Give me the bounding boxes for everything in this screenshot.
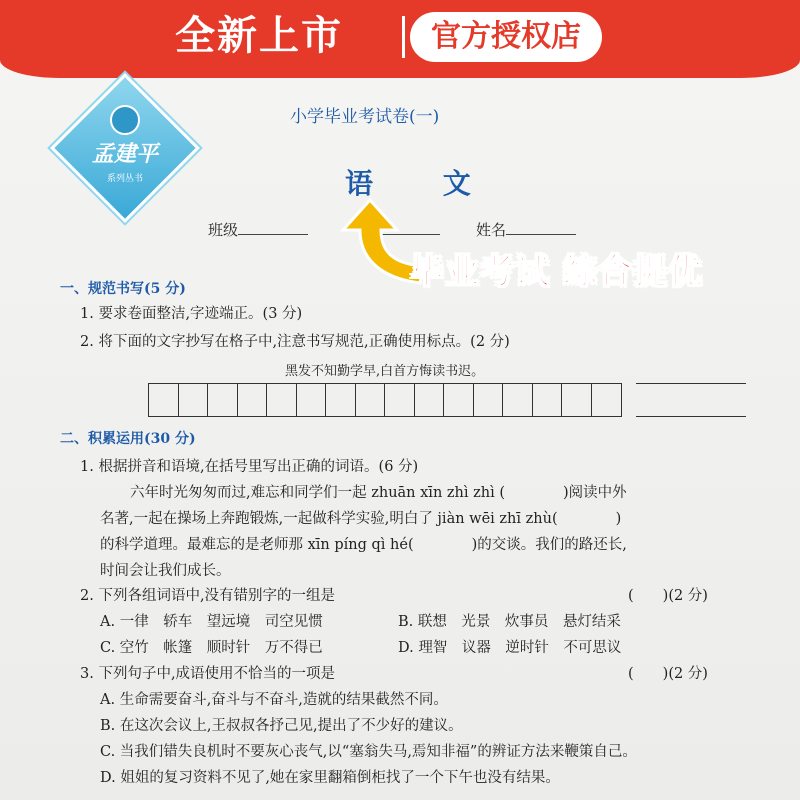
class-field — [208, 218, 308, 240]
writing-grid-tail — [636, 383, 746, 417]
s2-question-2: 2. 下列各组词语中,没有错别字的一组是 — [80, 588, 336, 604]
q3-option-b: B. 在这次会议上,王叔叔各抒己见,提出了不少好的建议。 — [100, 718, 463, 734]
s2-q1-paragraph-line: 的科学道理。最难忘的是老师那 xīn píng qì hé( )的交谈。我们的路还长, — [100, 537, 627, 553]
name-label: 姓名 — [476, 221, 507, 239]
q2-option-a: A. 一律 轿车 望远境 司空见惯 — [100, 614, 323, 630]
promo-slogan: 毕业考试 综合提优 — [410, 252, 703, 292]
copy-sentence: 黑发不知勤学早,白首方悔读书迟。 — [285, 364, 485, 379]
s2-question-1: 1. 根据拼音和语境,在括号里写出正确的词语。(6 分) — [80, 459, 419, 475]
q2-option-b: B. 联想 光景 炊事员 悬灯结采 — [398, 614, 621, 630]
banner-divider — [402, 16, 405, 58]
s2-q1-paragraph-line: 六年时光匆匆而过,难忘和同学们一起 zhuān xīn zhì zhì ( )阅读中外 — [130, 485, 627, 501]
q3-option-a: A. 生命需要奋斗,奋斗与不奋斗,造就的结果截然不同。 — [100, 692, 448, 708]
banner-new-release: 全新上市 — [175, 13, 343, 59]
section2-heading: 二、积累运用(30 分) — [60, 431, 196, 447]
top-banner — [0, 0, 800, 78]
logo-emblem-icon — [110, 105, 140, 135]
q3-option-d: D. 姐姐的复习资料不见了,她在家里翻箱倒柜找了一个下午也没有结果。 — [100, 770, 560, 786]
s2-question-3: 3. 下列句子中,成语使用不恰当的一项是 — [80, 666, 336, 682]
q2-option-d: D. 理智 议器 逆时针 不可思议 — [398, 640, 622, 656]
q2-option-c: C. 空竹 帐篷 顺时针 万不得已 — [100, 640, 323, 656]
logo-name: 孟建平 — [91, 141, 158, 167]
writing-grid[interactable] — [148, 383, 622, 417]
q3-option-c: C. 当我们错失良机时不要灰心丧气,以“塞翁失马,焉知非福”的辨证方法来鞭策自己。 — [100, 744, 637, 760]
class-label: 班级 — [208, 221, 239, 239]
banner-official-store: 官方授权店 — [410, 12, 602, 62]
q2-answer-blank[interactable]: ( )(2 分) — [628, 588, 708, 604]
section1-heading: 一、规范书写(5 分) — [60, 281, 186, 297]
logo-series: 系列丛书 — [106, 174, 143, 184]
exam-title: 小学毕业考试卷(一) — [290, 107, 440, 127]
brand-logo — [55, 105, 195, 195]
q3-answer-blank[interactable]: ( )(2 分) — [628, 666, 708, 682]
exam-subject: 语 文 — [345, 167, 501, 200]
name-field — [476, 218, 576, 240]
s2-q1-paragraph-line: 时间会让我们成长。 — [100, 563, 231, 579]
s2-q1-paragraph-line: 名著,一起在操场上奔跑锻炼,一起做科学实验,明白了 jiàn wēi zhī zhù( ) — [100, 511, 622, 527]
s1-question-2: 2. 将下面的文字抄写在格子中,注意书写规范,正确使用标点。(2 分) — [80, 334, 510, 350]
s1-question-1: 1. 要求卷面整洁,字迹端正。(3 分) — [80, 306, 303, 322]
